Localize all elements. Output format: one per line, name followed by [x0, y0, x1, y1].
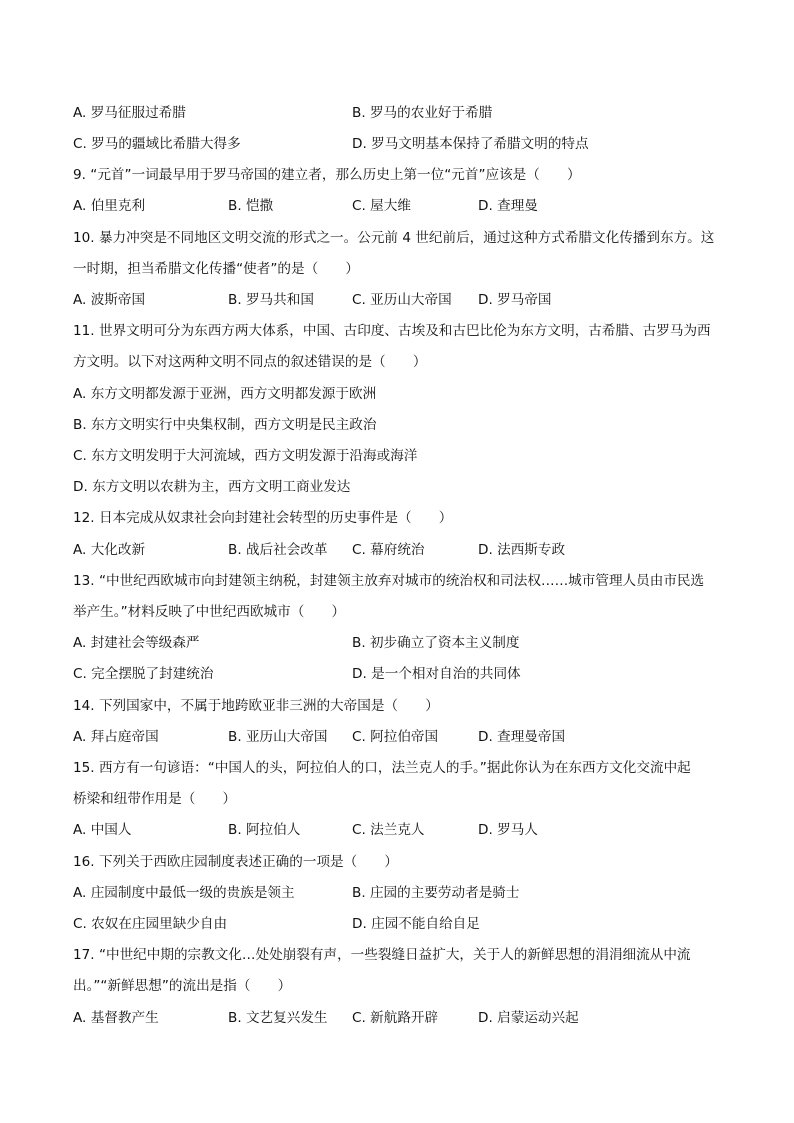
q14-stem: 14. 下列国家中，不属于地跨欧亚非三洲的大帝国是（ ） [73, 698, 439, 714]
q16-option-b: B. 庄园的主要劳动者是骑士 [352, 885, 520, 901]
q13-option-b: B. 初步确立了资本主义制度 [352, 635, 520, 651]
q14-option-a: A. 拜占庭帝国 [73, 729, 159, 745]
q17-option-a: A. 基督教产生 [73, 1010, 159, 1026]
q15-stem-line2: 桥梁和纽带作用是（ ） [73, 791, 237, 807]
q9-stem: 9. “元首”一词最早用于罗马帝国的建立者，那么历史上第一位“元首”应该是（ ） [73, 167, 581, 183]
q12-option-d: D. 法西斯专政 [478, 542, 566, 558]
q15-stem-line1: 15. 西方有一句谚语：“中国人的头，阿拉伯人的口，法兰克人的手。”据此你认为在东西方文化交流中起 [73, 760, 691, 776]
q9-option-d: D. 查理曼 [478, 198, 538, 214]
q8-option-c: C. 罗马的疆域比希腊大得多 [73, 136, 241, 152]
q12-option-a: A. 大化改新 [73, 542, 146, 558]
q17-option-b: B. 文艺复兴发生 [228, 1010, 328, 1026]
q17-stem-line2: 出。”“新鲜思想”的流出是指（ ） [73, 978, 292, 994]
q10-option-b: B. 罗马共和国 [228, 292, 314, 308]
q15-option-d: D. 罗马人 [478, 822, 538, 838]
q14-option-b: B. 亚历山大帝国 [228, 729, 328, 745]
q8-option-b: B. 罗马的农业好于希腊 [352, 105, 493, 121]
q9-option-a: A. 伯里克利 [73, 198, 146, 214]
q10-option-c: C. 亚历山大帝国 [352, 292, 452, 308]
q9-option-b: B. 恺撒 [228, 198, 274, 214]
q10-option-d: D. 罗马帝国 [478, 292, 552, 308]
q11-stem-line1: 11. 世界文明可分为东西方两大体系，中国、古印度、古埃及和古巴比伦为东方文明，古希腊、古罗马为西 [73, 323, 711, 339]
q10-stem-line2: 一时期，担当希腊文化传播“使者”的是（ ） [73, 261, 359, 277]
q14-option-c: C. 阿拉伯帝国 [352, 729, 439, 745]
q10-option-a: A. 波斯帝国 [73, 292, 146, 308]
q15-option-a: A. 中国人 [73, 822, 132, 838]
q16-option-d: D. 庄园不能自给自足 [352, 916, 480, 932]
q11-option-a: A. 东方文明都发源于亚洲，西方文明都发源于欧洲 [73, 386, 377, 402]
q16-option-a: A. 庄园制度中最低一级的贵族是领主 [73, 885, 295, 901]
q17-stem-line1: 17. “中世纪中期的宗教文化…处处崩裂有声，一些裂缝日益扩大，关于人的新鲜思想的涓涓细流从中流 [73, 947, 691, 963]
q16-option-c: C. 农奴在庄园里缺少自由 [73, 916, 228, 932]
q13-option-a: A. 封建社会等级森严 [73, 635, 200, 651]
q12-option-b: B. 战后社会改革 [228, 542, 328, 558]
q15-option-b: B. 阿拉伯人 [228, 822, 301, 838]
q11-option-b: B. 东方文明实行中央集权制，西方文明是民主政治 [73, 417, 377, 433]
q8-option-a: A. 罗马征服过希腊 [73, 105, 186, 121]
q12-option-c: C. 幕府统治 [352, 542, 425, 558]
q17-option-d: D. 启蒙运动兴起 [478, 1010, 579, 1026]
q15-option-c: C. 法兰克人 [352, 822, 425, 838]
q13-option-c: C. 完全摆脱了封建统治 [73, 666, 214, 682]
q12-stem: 12. 日本完成从奴隶社会向封建社会转型的历史事件是（ ） [73, 510, 453, 526]
q13-option-d: D. 是一个相对自治的共同体 [352, 666, 521, 682]
q11-option-d: D. 东方文明以农耕为主，西方文明工商业发达 [73, 479, 351, 495]
q11-stem-line2: 方文明。以下对这两种文明不同点的叙述错误的是（ ） [73, 354, 427, 370]
q17-option-c: C. 新航路开辟 [352, 1010, 439, 1026]
q10-stem-line1: 10. 暴力冲突是不同地区文明交流的形式之一。公元前 4 世纪前后，通过这种方式希腊文化传播到东方。这 [73, 230, 715, 246]
q13-stem-line2: 举产生。”材料反映了中世纪西欧城市（ ） [73, 604, 346, 620]
q8-option-d: D. 罗马文明基本保持了希腊文明的特点 [352, 136, 589, 152]
q14-option-d: D. 查理曼帝国 [478, 729, 566, 745]
q13-stem-line1: 13. “中世纪西欧城市向封建领主纳税，封建领主放弃对城市的统治权和司法权……城市管理人员由市民选 [73, 573, 705, 589]
q11-option-c: C. 东方文明发明于大河流域，西方文明发源于沿海或海洋 [73, 448, 418, 464]
q16-stem: 16. 下列关于西欧庄园制度表述正确的一项是（ ） [73, 854, 399, 870]
q9-option-c: C. 屋大维 [352, 198, 411, 214]
